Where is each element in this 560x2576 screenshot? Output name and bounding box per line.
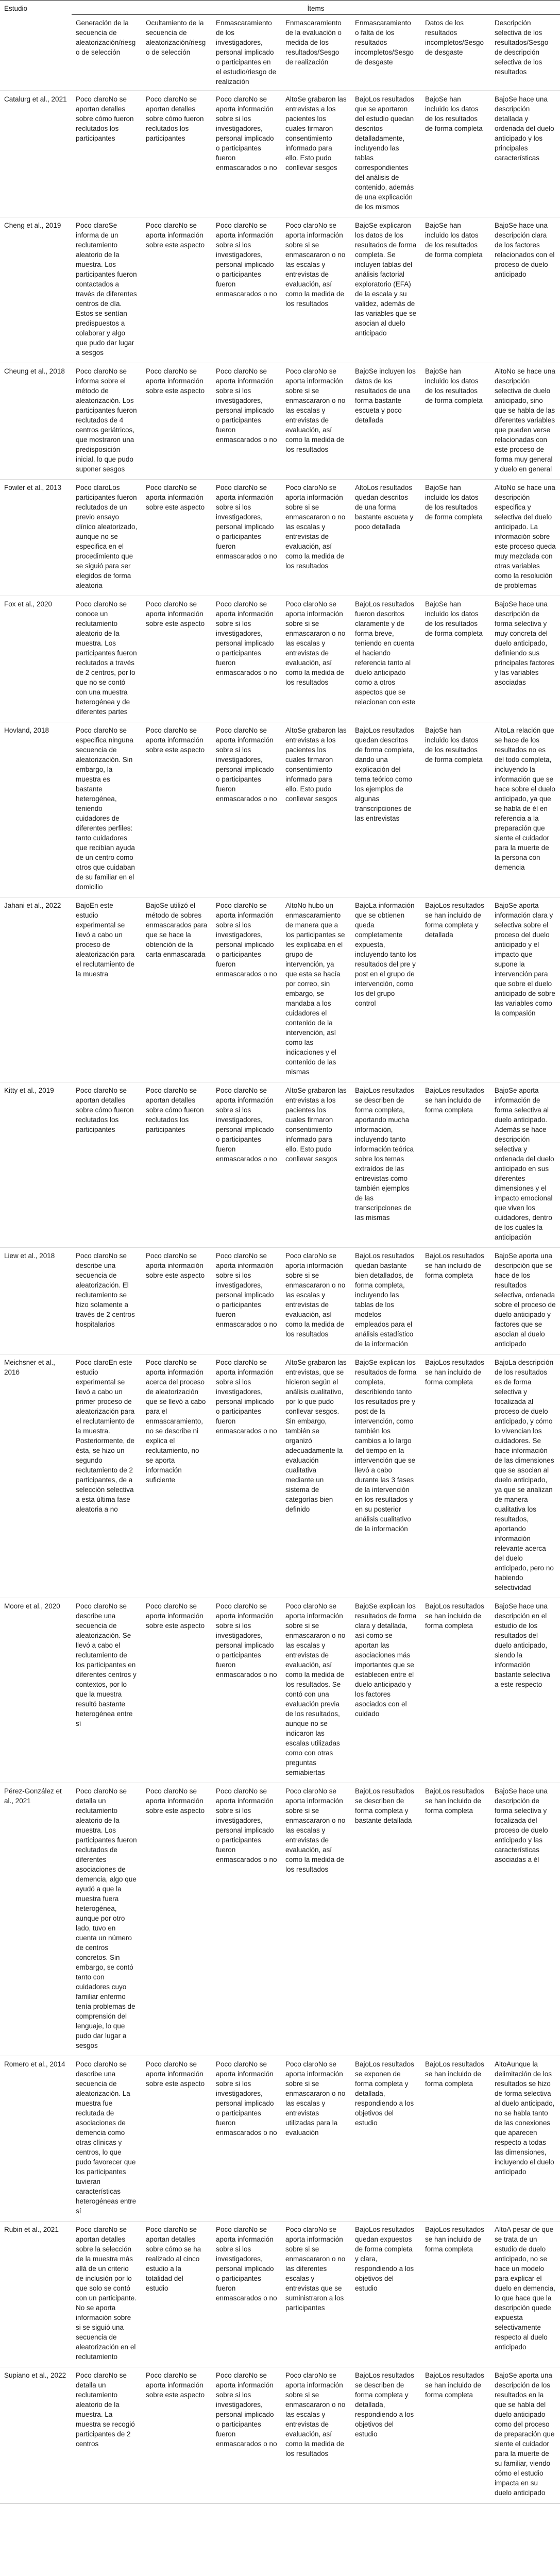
table-cell: BajoLos resultados fueron descritos claramente y de forma breve, teniendo en cuenta el haciendo referencia tanto al duelo anticipado como a otros aspectos que se relacionan con este bbox=[351, 596, 421, 722]
table-cell: Poco claroNo se aporta información sobre si los investigadores, personal implicado o participantes fueron enmascarados o no bbox=[212, 2222, 281, 2367]
table-row bbox=[0, 897, 560, 1082]
table-cell: Poco claroNo se conoce un reclutamiento aleatorio de la muestra. Los participantes fueron reclutados a través de 2 centros, por lo que no se contó con una muestra heterogénea y de diferentes partes bbox=[72, 596, 142, 722]
study-cell: Romero et al., 2014 bbox=[0, 2056, 72, 2222]
study-cell: Jahani et al., 2022 bbox=[0, 897, 72, 1082]
table-cell: BajoLos resultados se describen de forma completa y bastante detallada bbox=[351, 1783, 421, 2056]
table-cell: BajoSe hace una descripción detallada y ordenada del duelo anticipado y los principales características bbox=[490, 91, 560, 217]
table-cell: Poco claroNo se aportan detalles sobre la selección de la muestra más allá de un criterio de inclusión por lo que solo se contó con un participante. No se aporta información sobre si se siguió una secuencia de aleatorización en el reclutamiento bbox=[72, 2222, 142, 2367]
table-cell: BajoSe explican los resultados de forma completa, describiendo tanto los resultados pre y post de la intervención, como también los cambios a lo largo del tiempo en la intervención que se llevó a cabo durante las 3 fases de la intervención en los resultados y en su posterior análisis cualitativo de la información bbox=[351, 1354, 421, 1598]
study-cell: Fowler et al., 2013 bbox=[0, 480, 72, 596]
table-cell: Poco claroNo se aporta información sobre si los investigadores, personal implicado o participantes fueron enmascarados o no bbox=[212, 1598, 281, 1783]
table-cell: BajoLos resultados se han incluido de forma completa bbox=[421, 2222, 490, 2367]
table-cell: Poco claroNo se aportan detalles sobre cómo se ha realizado al cinco estudio a la totalidad del estudio bbox=[142, 2222, 212, 2367]
table-row bbox=[0, 1354, 560, 1598]
table-cell: Poco claroNo se detalla un reclutamiento aleatorio de la muestra. La muestra se recogió participantes de 2 centros bbox=[72, 2367, 142, 2503]
table-cell: Poco claroNo se aporta información sobre si los investigadores, personal implicado o participantes fueron enmascarados o no bbox=[212, 897, 281, 1082]
table-cell: BajoSe aporta información de forma selectiva al duelo anticipado. Además se hace descripción selectiva y ordenada del duelo anticipado en sus diferentes dimensiones y el impacto emocional que viven los cuidadores, dentro de los cuales la anticipación bbox=[490, 1082, 560, 1248]
table-cell: BajoLos resultados quedan bastante bien detallados, de forma completa, incluyendo las tablas de los modelos empleados para el análisis estadístico de la información bbox=[351, 1248, 421, 1354]
table-cell: Poco claroNo se aporta información sobre este aspecto bbox=[142, 1248, 212, 1354]
table-cell: AltoA pesar de que se trata de un estudio de duelo anticipado, no se hace un modelo para explicar el duelo en demencia, lo que hace que la descripción quede expuesta selectivamente respecto al duelo anticipado bbox=[490, 2222, 560, 2367]
table-cell: BajoLos resultados se describen de forma completa, aportando mucha información, incluyendo tanto información teórica sobre los temas extraídos de las entrevistas como también ejemplos de las transcripciones de las mismas bbox=[351, 1082, 421, 1248]
table-cell: BajoSe han incluido los datos de los resultados de forma completa bbox=[421, 363, 490, 480]
table-cell: Poco claroNo se detalla un reclutamiento aleatorio de la muestra. Los participantes fueron reclutados de diferentes asociaciones de demencia, algo que ayudó a que la muestra fuera heterogénea, aunque por otro lado, tuvo en cuenta un número de centros concretos. Sin embargo, se contó tanto con cuidadores cuyo familiar enfermo tenía problemas de comprensión del lenguaje, lo que pudo dar lugar a sesgos bbox=[72, 1783, 142, 2056]
table-row bbox=[0, 2222, 560, 2367]
study-cell: Rubin et al., 2021 bbox=[0, 2222, 72, 2367]
column-header-7: Descripción selectiva de los resultados/Sesgo de descripción selectiva de los resultados bbox=[490, 15, 560, 91]
table-cell: Poco claroNo se aporta información sobre si los investigadores, personal implicado o participantes fueron enmascarados o no bbox=[212, 1783, 281, 2056]
table-cell: BajoSe hace una descripción en el estudio de los resultados del duelo anticipado, siendo la información bastante selectiva a este respecto bbox=[490, 1598, 560, 1783]
table-cell: BajoLos resultados se han incluido de forma completa bbox=[421, 1082, 490, 1248]
table-cell: BajoSe hace una descripción de forma selectiva y muy concreta del duelo anticipado, definiendo sus principales factores y las variables asociadas bbox=[490, 596, 560, 722]
table-cell: AltoAunque la delimitación de los resultados se hizo de forma selectiva al duelo anticipado, no se habla tanto de las conexiones que aparecen respecto a todas las dimensiones, incluyendo el duelo anticipado bbox=[490, 2056, 560, 2222]
table-cell: BajoSe explican los resultados de forma clara y detallada, así como se aportan las asociaciones más importantes que se establecen entre el duelo anticipado y los factores asociados con el cuidado bbox=[351, 1598, 421, 1783]
table-cell: AltoSe grabaron las entrevistas a los pacientes los cuales firmaron consentimiento informado para ello. Esto pudo conllevar sesgos bbox=[281, 1082, 351, 1248]
table-cell: BajoSe han incluido los datos de los resultados de forma completa bbox=[421, 217, 490, 363]
table-row bbox=[0, 1783, 560, 2056]
study-cell: Meichsner et al., 2016 bbox=[0, 1354, 72, 1598]
table-cell: BajoLa información que se obtienen queda completamente expuesta, incluyendo tanto los resultados del pre y post en el grupo de intervención, como los del grupo control bbox=[351, 897, 421, 1082]
table-row bbox=[0, 596, 560, 722]
table-row bbox=[0, 480, 560, 596]
table-cell: Poco claroNo se aporta información sobre si los investigadores, personal implicado o participantes fueron enmascarados o no bbox=[212, 2056, 281, 2222]
table-cell: Poco claroNo se aporta información sobre este aspecto bbox=[142, 596, 212, 722]
items-group-header: Ítems bbox=[72, 1, 560, 15]
table-row bbox=[0, 363, 560, 480]
study-cell: Moore et al., 2020 bbox=[0, 1598, 72, 1783]
table-cell: Poco claroNo se aporta información sobre este aspecto bbox=[142, 2367, 212, 2503]
study-cell: Catalurg et al., 2021 bbox=[0, 91, 72, 217]
table-cell: BajoLos resultados se han incluido de forma completa bbox=[421, 1248, 490, 1354]
table-cell: Poco claroNo se aporta información sobre si se enmascararon o no las escalas y entrevistas de evaluación, así como la medida de los resultados bbox=[281, 217, 351, 363]
table-cell: Poco claroNo se aporta información sobre si los investigadores, personal implicado o participantes fueron enmascarados o no bbox=[212, 1082, 281, 1248]
table-cell: Poco claroNo se describe una secuencia de aleatorización. La muestra fue reclutada de asociaciones de demencia como otras clínicas y centros, lo que pudo favorecer que los participantes tuvieran características heterogéneas entre sí bbox=[72, 2056, 142, 2222]
table-row bbox=[0, 722, 560, 897]
table-cell: Poco claroNo se aporta información sobre este aspecto bbox=[142, 217, 212, 363]
table-cell: Poco claroNo se aporta información sobre si los investigadores, personal implicado o participantes fueron enmascarados o no bbox=[212, 596, 281, 722]
table-cell: Poco claroNo se aporta información sobre si los investigadores, personal implicado o participantes fueron enmascarados o no bbox=[212, 722, 281, 897]
table-cell: Poco claroNo se aporta información sobre este aspecto bbox=[142, 2056, 212, 2222]
table-cell: Poco claroLos participantes fueron reclutados de un previo ensayo clínico aleatorizado, aunque no se especifica en el procedimiento que se siguió para ser elegidos de forma aleatoria bbox=[72, 480, 142, 596]
table-cell: Poco claroNo se aporta información sobre si los investigadores, personal implicado o participantes fueron enmascarados o no bbox=[212, 480, 281, 596]
table-cell: BajoLa descripción de los resultados es de forma selectiva y focalizada al proceso de duelo anticipado, y cómo lo vivencian los cuidadores. Se hace información de las dimensiones que se asocian al duelo anticipado, ya que se analizan de manera cualitativa los resultados, aportando información relevante acerca del duelo anticipado, pero no habiendo selectividad bbox=[490, 1354, 560, 1598]
table-cell: AltoLa relación que se hace de los resultados no es del todo completa, incluyendo la información que se hace sobre el duelo anticipado, ya que se habla de él en referencia a la preparación que siente el cuidador para la muerte de la persona con demencia bbox=[490, 722, 560, 897]
table-cell: Poco claroNo se informa sobre el método de aleatorización. Los participantes fueron reclutados de 4 centros geriátricos, que mostraron una predisposición inicial, lo que pudo suponer sesgos bbox=[72, 363, 142, 480]
table-cell: Poco claroNo se aporta información sobre si se enmascararon o no las escalas y entrevistas de evaluación, así como la medida de los resultados bbox=[281, 1248, 351, 1354]
table-cell: Poco claroNo se aporta información sobre este aspecto bbox=[142, 1598, 212, 1783]
table-cell: AltoNo hubo un enmascaramiento de manera que a los participantes se les explicaba en el grupo de intervención, ya que esta se hacía por correo, sin embargo, se mandaba a los cuidadores el contenido de la intervención, así como las indicaciones y el contenido de las mismas bbox=[281, 897, 351, 1082]
table-cell: Poco claroNo se aportan detalles sobre cómo fueron reclutados los participantes bbox=[142, 1082, 212, 1248]
table-cell: Poco claroNo se aportan detalles sobre cómo fueron reclutados los participantes bbox=[72, 91, 142, 217]
table-cell: BajoLos resultados se han incluido de forma completa bbox=[421, 2056, 490, 2222]
table-cell: Poco claroNo se aporta información sobre si se enmascararon o no las escalas y entrevistas de evaluación, así como la medida de los resultados. Se contó con una evaluación previa de los resultados, aunque no se indicaron las escalas utilizadas como con otras preguntas semiabiertas bbox=[281, 1598, 351, 1783]
table-cell: BajoSe explicaron los datos de los resultados de forma completa. Se incluyen tablas del análisis factorial exploratorio (EFA) de la escala y su validez, además de las variables que se asocian al duelo anticipado bbox=[351, 217, 421, 363]
table-cell: BajoSe aporta una descripción de los resultados en la que se habla del duelo anticipado como del proceso de preparación que siente el cuidador para la muerte de su familiar, viendo cómo el estudio impacta en su duelo anticipado bbox=[490, 2367, 560, 2503]
table-cell: Poco claroNo se describe una secuencia de aleatorización. Se llevó a cabo el reclutamiento de los participantes en diferentes centros y contextos, por lo que la muestra resultó bastante heterogénea entre sí bbox=[72, 1598, 142, 1783]
table-cell: Poco claroNo se aporta información sobre si los investigadores, personal implicado o participantes fueron enmascarados o no bbox=[212, 363, 281, 480]
table-cell: BajoLos resultados se han incluido de forma completa bbox=[421, 1354, 490, 1598]
table-row bbox=[0, 1082, 560, 1248]
study-cell: Hovland, 2018 bbox=[0, 722, 72, 897]
table-cell: BajoSe incluyen los datos de los resultados de una forma bastante escueta y poco detallada bbox=[351, 363, 421, 480]
column-header-3: Enmascaramiento de los investigadores, personal implicado o participantes en el estudio/riesgo de realización bbox=[212, 15, 281, 91]
table-cell: Poco claroNo se aporta información sobre este aspecto bbox=[142, 1783, 212, 2056]
table-cell: Poco claroNo se aporta información sobre si los investigadores, personal implicado o participantes fueron enmascarados o no bbox=[212, 2367, 281, 2503]
table-cell: BajoSe han incluido los datos de los resultados de forma completa bbox=[421, 480, 490, 596]
table-cell: Poco claroNo se aporta información sobre este aspecto bbox=[142, 480, 212, 596]
table-cell: AltoLos resultados quedan descritos de una forma bastante escueta y poco detallada bbox=[351, 480, 421, 596]
table-cell: AltoNo se hace una descripción selectiva de duelo anticipado, sino que se habla de las diferentes variables que pueden verse relacionadas con este proceso de forma muy general y duelo en general bbox=[490, 363, 560, 480]
table-row bbox=[0, 91, 560, 217]
table-cell: BajoLos resultados se describen de forma completa y detallada, respondiendo a los objetivos del estudio bbox=[351, 2367, 421, 2503]
study-cell: Cheng et al., 2019 bbox=[0, 217, 72, 363]
table-cell: AltoSe grabaron las entrevistas a los pacientes los cuales firmaron consentimiento informado para ello. Esto pudo conllevar sesgos bbox=[281, 91, 351, 217]
table-cell: BajoSe hace una descripción de forma selectiva y focalizada del proceso de duelo anticipado y las características asociadas a él bbox=[490, 1783, 560, 2056]
table-row bbox=[0, 1248, 560, 1354]
table-cell: AltoSe grabaron las entrevistas a los pacientes los cuales firmaron consentimiento informado para ello. Esto pudo conllevar sesgos bbox=[281, 722, 351, 897]
table-row bbox=[0, 2367, 560, 2503]
table-cell: Poco claroNo se aporta información sobre si los investigadores, personal implicado o participantes fueron enmascarados o no bbox=[212, 91, 281, 217]
table-cell: BajoSe hace una descripción clara de los factores relacionados con el proceso de duelo anticipado bbox=[490, 217, 560, 363]
table-cell: Poco claroNo se aporta información sobre si los investigadores, personal implicado o participantes fueron enmascarados o no bbox=[212, 217, 281, 363]
column-header-6: Datos de los resultados incompletos/Sesgo de desgaste bbox=[421, 15, 490, 91]
table-cell: Poco claroNo se aporta información sobre si los investigadores, personal implicado o participantes fueron enmascarados o no bbox=[212, 1248, 281, 1354]
table-cell: BajoEn este estudio experimental se llevó a cabo un proceso de aleatorización para el reclutamiento de la muestra bbox=[72, 897, 142, 1082]
table-cell: Poco claroNo se aporta información sobre este aspecto bbox=[142, 722, 212, 897]
column-header-4: Enmascaramiento de la evaluación o medida de los resultados/Sesgo de realización bbox=[281, 15, 351, 91]
study-cell: Pérez-González et al., 2021 bbox=[0, 1783, 72, 2056]
column-header-5: Enmascaramiento o falta de los resultados incompletos/Sesgo de desgaste bbox=[351, 15, 421, 91]
study-cell: Fox et al., 2020 bbox=[0, 596, 72, 722]
table-row bbox=[0, 217, 560, 363]
table-cell: BajoSe han incluido los datos de los resultados de forma completa bbox=[421, 722, 490, 897]
table-cell: BajoLos resultados quedan expuestos de forma completa y clara, respondiendo a los objetivos del estudio bbox=[351, 2222, 421, 2367]
table-cell: Poco claroNo se aporta información sobre si se enmascararon o no las escalas y entrevistas de evaluación, así como la medida de los resultados bbox=[281, 596, 351, 722]
table-cell: AltoNo se hace una descripción especifica y selectiva del duelo anticipado. La información sobre este proceso queda muy mezclada con otras variables como la resolución de problemas bbox=[490, 480, 560, 596]
table-cell: BajoSe han incluido los datos de los resultados de forma completa bbox=[421, 91, 490, 217]
table-cell: BajoLos resultados se han incluido de forma completa bbox=[421, 2367, 490, 2503]
table-cell: Poco claroNo se describe una secuencia de aleatorización. El reclutamiento se hizo solamente a través de 2 centros hospitalarios bbox=[72, 1248, 142, 1354]
table-cell: Poco claroNo se aporta información sobre si los investigadores, personal implicado o participantes fueron enmascarados o no bbox=[212, 1354, 281, 1598]
table-cell: BajoLos resultados se exponen de forma completa y detallada, respondiendo a los objetivos del estudio bbox=[351, 2056, 421, 2222]
table-cell: BajoSe aporta información clara y selectiva sobre el proceso del duelo anticipado y el impacto que supone la intervención para que sobre el duelo anticipado de sobre las variables como la compasión bbox=[490, 897, 560, 1082]
table-cell: BajoLos resultados se han incluido de forma completa bbox=[421, 1783, 490, 2056]
table-cell: BajoSe utilizó el método de sobres enmascarados para que se hace la obtención de la carta enmascarada bbox=[142, 897, 212, 1082]
table-cell: BajoLos resultados que se aportaron del estudio quedan descritos detalladamente, incluyendo las tablas correspondientes del análisis de contenido, además de una explicación de los mismos bbox=[351, 91, 421, 217]
table-cell: Poco claroNo se aporta información sobre si se enmascararon o no las escalas y entrevistas de evaluación, así como la medida de los resultados bbox=[281, 363, 351, 480]
table-cell: AltoSe grabaron las entrevistas, que se hicieron según el análisis cualitativo, por lo que pudo conllevar sesgos. Sin embargo, también se organizó adecuadamente la evaluación cualitativa mediante un sistema de categorías bien definido bbox=[281, 1354, 351, 1598]
table-cell: Poco claroNo se aporta información sobre si se enmascararon o no las escalas y entrevistas utilizadas para la evaluación bbox=[281, 2056, 351, 2222]
table-body bbox=[0, 91, 560, 2503]
table-row bbox=[0, 1598, 560, 1783]
table-cell: Poco claroNo se aporta información sobre si se enmascararon o no las escalas y entrevistas de evaluación, así como la medida de los resultados bbox=[281, 480, 351, 596]
table-cell: Poco claroNo se especifica ninguna secuencia de aleatorización. Sin embargo, la muestra es bastante heterogénea, teniendo cuidadores de diferentes perfiles: tanto cuidadores que recibían ayuda de un centro como otros que cuidaban de su familiar en el domicilio bbox=[72, 722, 142, 897]
study-cell: Liew et al., 2018 bbox=[0, 1248, 72, 1354]
column-header-2: Ocultamiento de la secuencia de aleatorización/riesgo de selección bbox=[142, 15, 212, 91]
table-cell: BajoLos resultados se han incluido de forma completa bbox=[421, 1598, 490, 1783]
table-cell: Poco claroNo se aporta información sobre este aspecto bbox=[142, 363, 212, 480]
study-column-header: Estudio bbox=[0, 1, 72, 15]
study-cell: Kitty et al., 2019 bbox=[0, 1082, 72, 1248]
table-cell: Poco claroEn este estudio experimental se llevó a cabo un primer proceso de aleatorización para el reclutamiento de la muestra. Posteriormente, de ésta, se hizo un segundo reclutamiento de 2 participantes, de a selección selectiva a esta última fase aleatoria a no bbox=[72, 1354, 142, 1598]
table-header bbox=[0, 1, 560, 91]
table-cell: BajoSe aporta una descripción que se hace de los resultados selectiva, ordenada sobre el proceso de duelo anticipado y factores que se asocian al duelo anticipado bbox=[490, 1248, 560, 1354]
table-cell: BajoLos resultados quedan descritos de forma completa, dando una explicación del tema teórico como los ejemplos de algunas transcripciones de las entrevistas bbox=[351, 722, 421, 897]
table-cell: Poco claroSe informa de un reclutamiento aleatorio de la muestra. Los participantes fueron contactados a través de diferentes centros de día. Estos se sentían predispuestos a colaborar y algo que pudo dar lugar a sesgos bbox=[72, 217, 142, 363]
study-cell: Supiano et al., 2022 bbox=[0, 2367, 72, 2503]
table-cell: Poco claroNo se aporta información sobre si se enmascararon o no las escalas y entrevistas de evaluación, así como la medida de los resultados bbox=[281, 1783, 351, 2056]
table-cell: Poco claroNo se aporta información acerca del proceso de aleatorización que se llevó a cabo para el enmascaramiento, no se describe ni explica el reclutamiento, no se aporta información suficiente bbox=[142, 1354, 212, 1598]
table-cell: Poco claroNo se aporta información sobre si se enmascararon o no las diferentes escalas y entrevistas que se suministraron a los participantes bbox=[281, 2222, 351, 2367]
table-cell: BajoSe han incluido los datos de los resultados de forma completa bbox=[421, 596, 490, 722]
table-cell: Poco claroNo se aportan detalles sobre cómo fueron reclutados los participantes bbox=[72, 1082, 142, 1248]
table-cell: BajoLos resultados se han incluido de forma completa y detallada bbox=[421, 897, 490, 1082]
table-cell: Poco claroNo se aporta información sobre si se enmascararon o no las escalas y entrevistas de evaluación, así como la medida de los resultados bbox=[281, 2367, 351, 2503]
study-cell: Cheung et al., 2018 bbox=[0, 363, 72, 480]
table-cell: Poco claroNo se aportan detalles sobre cómo fueron reclutados los participantes bbox=[142, 91, 212, 217]
header-spacer bbox=[0, 15, 72, 91]
table-row bbox=[0, 2056, 560, 2222]
column-header-1: Generación de la secuencia de aleatorización/riesgo de selección bbox=[72, 15, 142, 91]
